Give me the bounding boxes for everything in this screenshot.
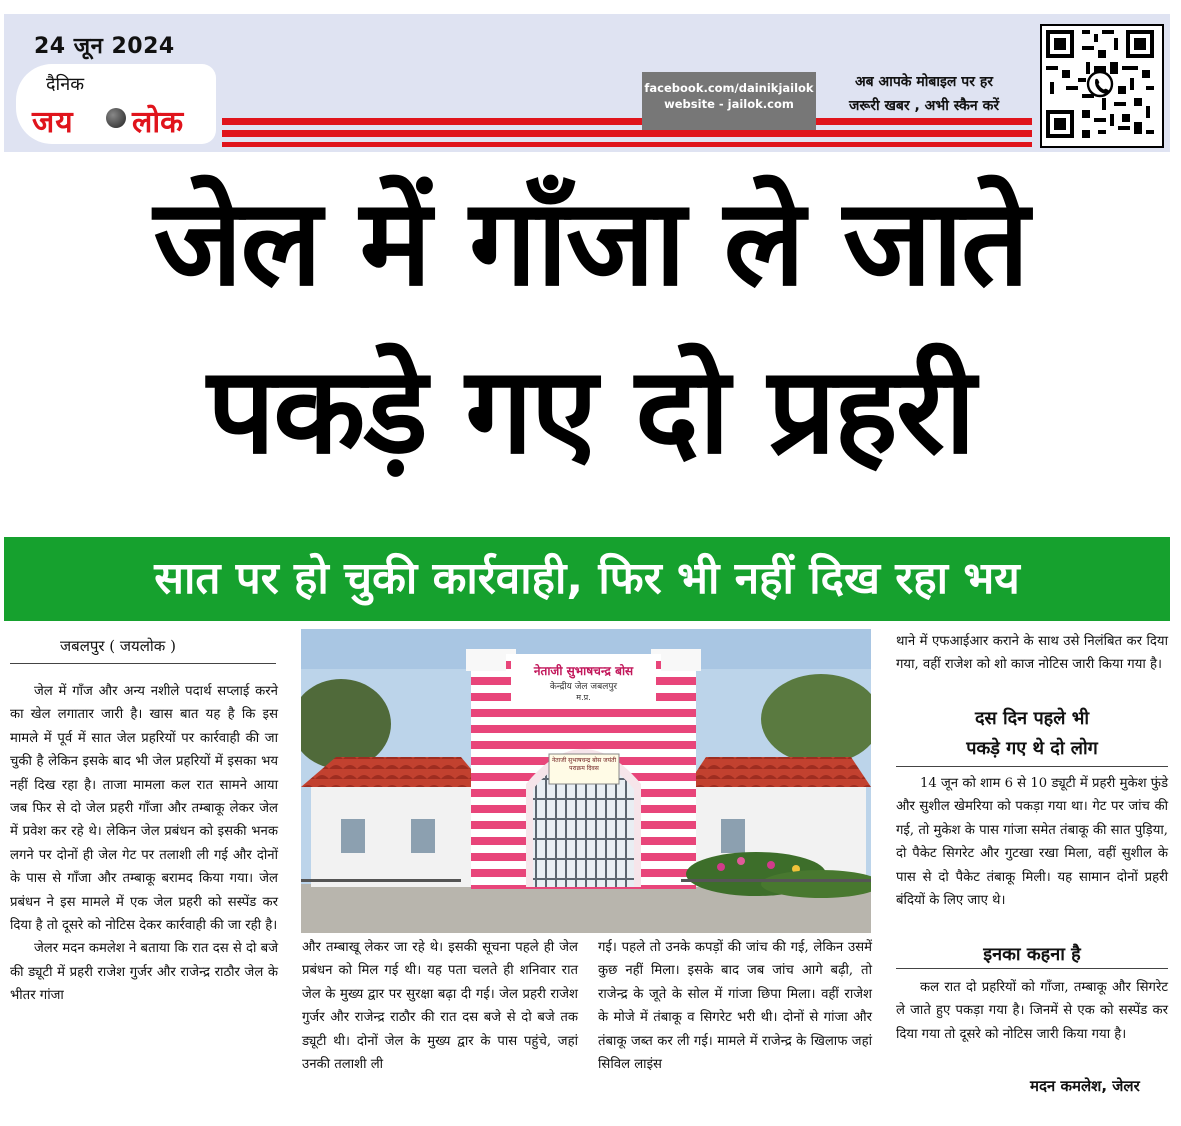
quote-paragraph-block: [896, 976, 1168, 1046]
divider: [10, 663, 276, 664]
facebook-link[interactable]: facebook.com/dainikjailok: [644, 81, 814, 95]
scan-prompt: [834, 70, 1014, 118]
logo-right-text: लोक: [132, 105, 184, 140]
article-column-4-part2: [896, 772, 1168, 912]
article-column-1: [10, 680, 278, 1008]
inner-sign: नेताजी सुभाषचन्द्र बोस जयंती पराक्रम दिवस: [551, 757, 617, 772]
arch-subtitle: केन्द्रीय जेल जबलपुर: [549, 682, 618, 692]
article-column-3: [598, 936, 872, 1076]
issue-date: 24 जून 2024: [34, 34, 175, 59]
quote-attribution: मदन कमलेश, जेलर: [1030, 1077, 1140, 1095]
masthead-rule: [222, 118, 1032, 125]
article-paragraph: जेल में गाँज और अन्य नशीले पदार्थ सप्लाई करने का खेल लगातार जारी है। खास बात यह है कि इस मामले में पूर्व में सात जेल प्रहरियों पर कार्रवाही की जा चुकी है लेकिन इसके बाद भी जेल प्रहरियों में इसका भय नहीं दिख रहा है। ताजा मामला कल रात सामने आया जब फिर से दो जेल प्रहरी गाँजा और तम्बाकू लेकर जेल में प्रवेश कर रहे थे। लेकिन जेल प्रबंधन को इसकी भनक लगने पर दोनों ही जेल गेट पर तलाशी ली गई और दोनों के पास से गाँजा और तम्बाकू बरामद किया गया। जेल प्रबंधन ने इस मामले में एक जेल प्रहरी को सस्पेंड कर दिया है तो दूसरे को नोटिस देकर कार्रवाही की जा रही है।: [10, 684, 278, 934]
arch-subtitle-2: म.प्र.: [576, 693, 591, 702]
globe-icon: [106, 108, 126, 128]
article-paragraph: और तम्बाखू लेकर जा रहे थे। इसकी सूचना पहले ही जेल प्रबंधन को मिल गई थी। यह पता चलते ही शनिवार रात जेल के मुख्य द्वार पर सुरक्षा बढ़ा दी गई। जेल प्रहरी राजेश गुर्जर और राजेन्द्र राठौर की रात दस बजे से दो बजे तक ड्यूटी थी। दोनों जेल के मुख्य द्वार के पास पहुंचे, जहां उनकी तलाशी ली: [302, 940, 578, 1073]
logo-top-text: दैनिक: [46, 74, 85, 95]
divider: [896, 968, 1168, 969]
headline-line1: जेल में गाँजा ले जाते: [153, 174, 1028, 313]
masthead-rule: [222, 130, 1032, 137]
article-paragraph: थाने में एफआईआर कराने के साथ उसे निलंबित कर दिया गया, वहीं राजेश को शो काज नोटिस जारी किया गया है।: [896, 634, 1168, 673]
main-headline: [0, 160, 1181, 496]
article-column-4: [896, 630, 1168, 677]
headline-line2: पकड़े गए दो प्रहरी: [207, 342, 974, 481]
subheadline-bar: [4, 537, 1170, 621]
scan-prompt-line2: जरूरी खबर , अभी स्कैन करें: [848, 98, 1000, 114]
article-paragraph: गई। पहले तो उनके कपड़ों की जांच की गई, लेकिन उसमें कुछ नहीं मिला। इसके बाद जब जांच आगे बढ़ी, तो राजेन्द्र के जूते के सोल में गांजा छिपा मिला। वहीं राजेश के मोजे में तंबाकू व सिगरेट भरी थी। दोनों से गांजा और तंबाकू जब्त कर ली गई। मामले में राजेन्द्र के खिलाफ जहां सिविल लाइंस: [598, 940, 872, 1073]
section-subhead: [896, 704, 1168, 764]
masthead: [4, 14, 1170, 152]
newspaper-logo[interactable]: [16, 64, 216, 144]
dateline: जबलपुर ( जयलोक ): [60, 637, 176, 655]
quote-subhead: इनका कहना है: [983, 944, 1081, 965]
article-paragraph: जेलर मदन कमलेश ने बताया कि रात दस से दो बजे की ड्यूटी में प्रहरी राजेश गुर्जर और राजेन्द्र राठौर जेल के भीतर गांजा: [10, 941, 278, 1004]
website-link[interactable]: website - jailok.com: [664, 97, 794, 111]
logo-left-text: जय: [32, 105, 74, 140]
subhead-line2: पकड़े गए थे दो लोग: [966, 738, 1098, 759]
article-paragraph: 14 जून को शाम 6 से 10 ड्यूटी में प्रहरी मुकेश फुंडे और सुशील खेमरिया को पकड़ा गया था। गेट पर जांच की गई, तो मुकेश के पास गांजा समेत तंबाकू की सात पुड़िया, दो पैकेट सिगरेट और गुटखा रखा मिला, वहीं सुशील के पास से दो पैकेट तंबाकू मिली। यह सामान दोनों प्रहरी बंदियों के लिए जाए थे।: [896, 776, 1168, 909]
article-column-2: [302, 936, 578, 1076]
arch-title: नेताजी सुभाषचन्द्र बोस: [533, 664, 634, 678]
subheadline-text: सात पर हो चुकी कार्रवाही, फिर भी नहीं दिख रहा भय: [154, 553, 1020, 604]
scan-prompt-line1: अब आपके मोबाइल पर हर: [854, 74, 994, 90]
qr-code-icon[interactable]: [1040, 24, 1164, 148]
quote-paragraph: कल रात दो प्रहरियों को गाँजा, तम्बाकू और सिगरेट ले जाते हुए पकड़ा गया है। जिनमें से एक को सस्पेंड कर दिया गया तो दूसरे को नोटिस जारी किया गया है।: [896, 980, 1168, 1042]
divider: [896, 766, 1168, 767]
social-links-box: [642, 72, 816, 130]
subhead-line1: दस दिन पहले भी: [974, 708, 1090, 729]
jail-gate-photo: [301, 629, 871, 933]
masthead-rule: [222, 142, 1032, 147]
